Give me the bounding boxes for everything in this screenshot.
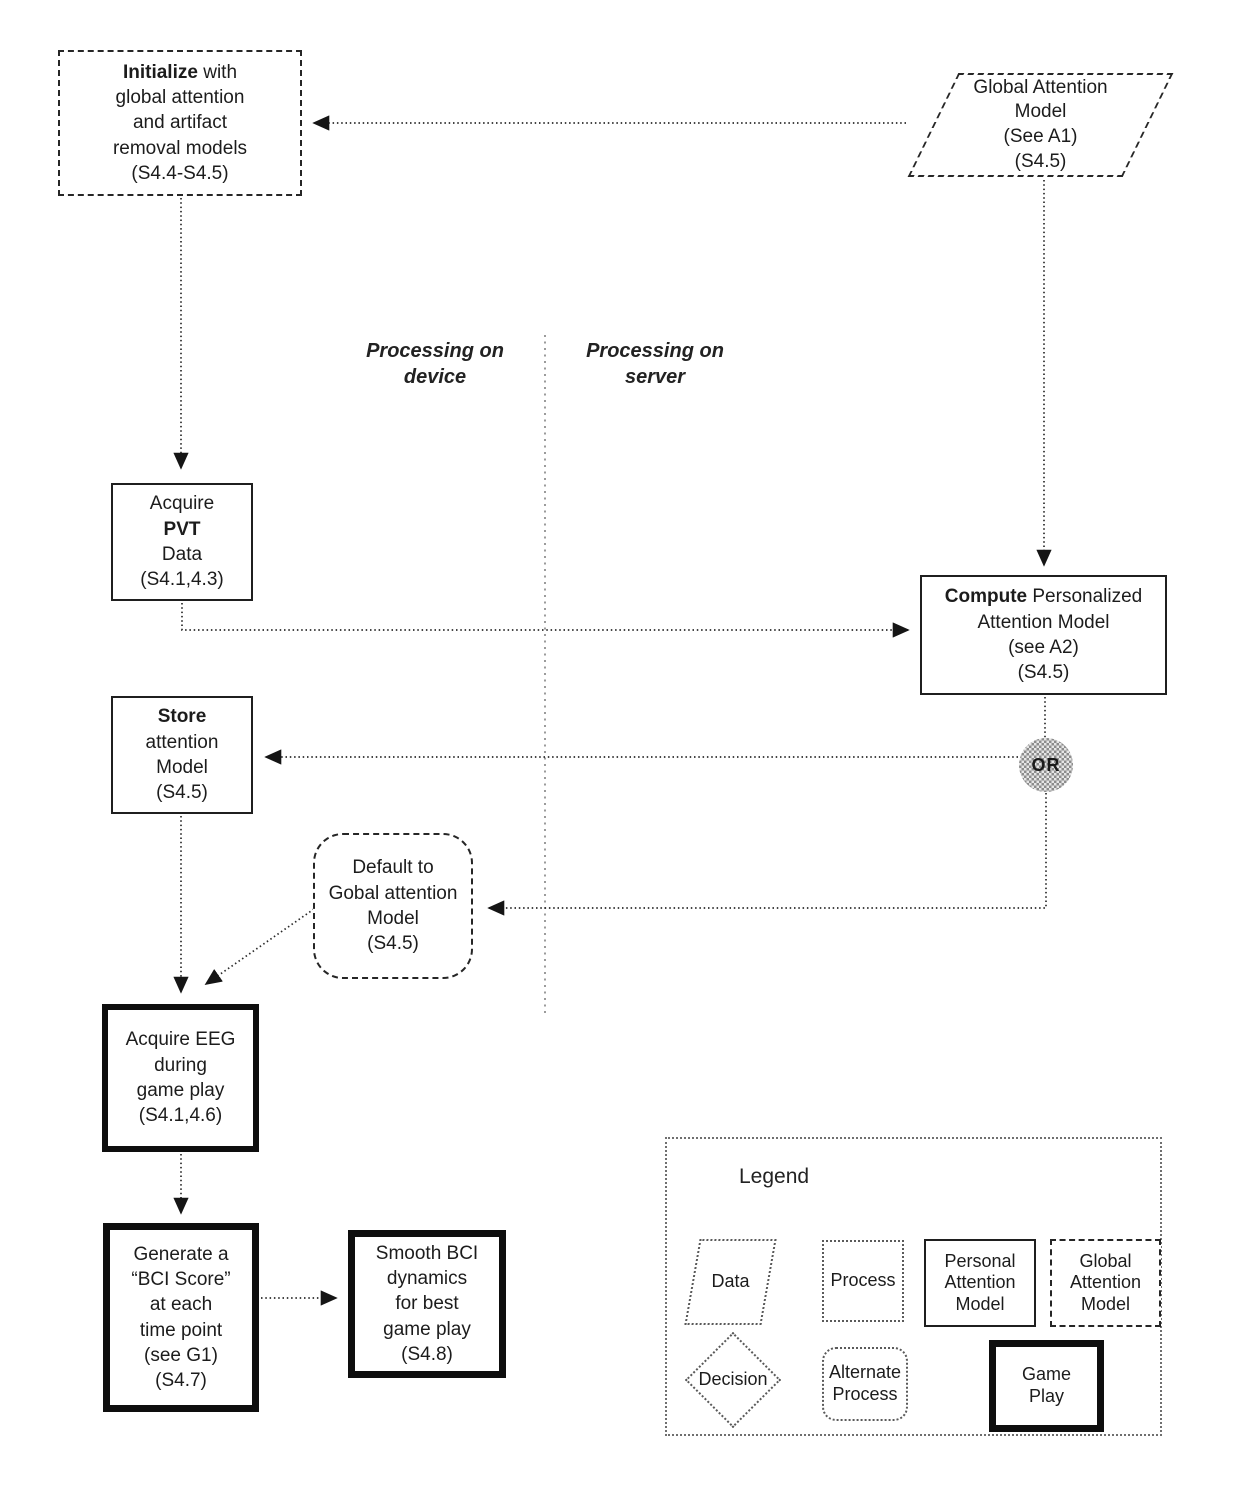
or-junction-label: OR <box>1031 754 1061 775</box>
generate-bci-score-node: Generate a “BCI Score” at each time point (see G1) (S4.7) <box>103 1223 259 1412</box>
global-attention-model-text: Global Attention Model (See A1) (S4.5) <box>973 76 1108 172</box>
arrow-or-to-default <box>489 793 1046 908</box>
compute-personalized-node <box>920 575 1167 695</box>
global-attention-model-node <box>908 73 1174 177</box>
legend-data-label: Data <box>711 1271 750 1292</box>
smooth-bci-node: Smooth BCI dynamics for best game play (S4.8) <box>348 1230 506 1378</box>
arrow-default-to-eeg <box>206 909 314 984</box>
legend-alternate-process-shape: Alternate Process <box>822 1347 908 1421</box>
legend-game-play-shape: Game Play <box>989 1340 1104 1432</box>
legend-personal-attention-shape: Personal Attention Model <box>924 1239 1036 1327</box>
default-global-node: Default to Gobal attention Model (S4.5) <box>313 833 473 979</box>
processing-on-server-label: Processing on server <box>586 340 724 388</box>
legend-global-attention-shape: Global Attention Model <box>1050 1239 1161 1327</box>
compute-personalized-text: Compute Personalized Attention Model (see A2) (S4.5) <box>944 586 1143 684</box>
legend-title: Legend <box>739 1165 810 1188</box>
legend-data-shape <box>684 1239 776 1325</box>
legend <box>665 1137 1162 1436</box>
legend-decision-label: Decision <box>698 1369 768 1390</box>
initialize-text: Initialize with global attention and artifact removal models (S4.4-S4.5) <box>112 61 248 184</box>
store-attention-node <box>111 696 253 814</box>
acquire-pvt-node <box>111 483 253 601</box>
acquire-eeg-node: Acquire EEG during game play (S4.1,4.6) <box>102 1004 259 1152</box>
acquire-pvt-text: Acquire PVT Data (S4.1,4.3) <box>140 493 224 591</box>
legend-process-shape: Process <box>822 1240 904 1322</box>
processing-on-device-label: Processing on device <box>366 340 504 388</box>
store-attention-text: Store attention Model (S4.5) <box>145 706 219 804</box>
initialize-node <box>58 50 302 196</box>
or-junction <box>1019 738 1073 792</box>
